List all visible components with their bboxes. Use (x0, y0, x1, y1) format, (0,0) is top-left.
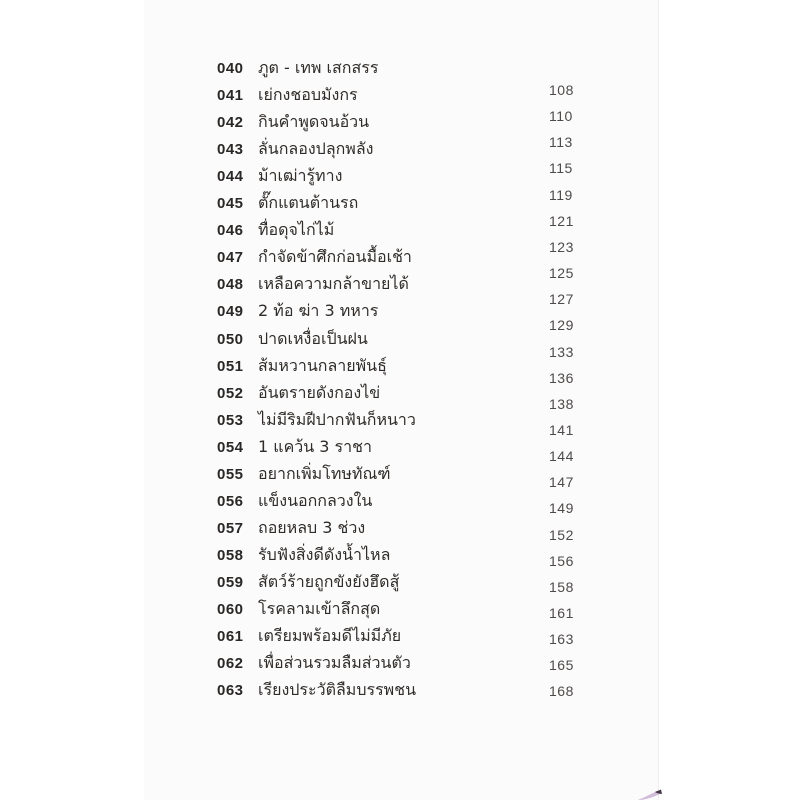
entry-page-number: 125 (549, 265, 574, 282)
entry-page-number: 127 (549, 291, 574, 308)
entry-number: 045 (217, 195, 244, 213)
entry-page-number: 133 (549, 343, 574, 360)
entry-page-number: 138 (549, 395, 574, 412)
entry-title: เรียงประวัติลืมบรรพชน (258, 680, 417, 700)
entry-page-number: 121 (549, 212, 574, 229)
entry-number: 050 (217, 330, 244, 348)
entry-number: 046 (217, 222, 244, 240)
entry-number: 058 (217, 546, 244, 564)
entry-page-number: 156 (549, 552, 574, 569)
entry-page-number: 136 (549, 369, 574, 386)
entry-number: 053 (217, 411, 244, 429)
entry-page-number: 115 (549, 160, 573, 177)
entry-number: 044 (217, 168, 244, 186)
entry-title: ไม่มีริมฝีปากฟันก็หนาว (258, 409, 416, 429)
entry-number: 048 (217, 276, 244, 294)
entry-title: 2 ท้อ ฆ่า 3 ทหาร (258, 301, 379, 321)
entry-number: 054 (217, 438, 244, 456)
entry-number: 056 (217, 492, 244, 510)
entry-number: 040 (217, 60, 244, 77)
entry-number: 059 (217, 573, 244, 591)
entry-page-number: 158 (549, 578, 574, 595)
entry-title: ถอยหลบ 3 ช่วง (258, 517, 366, 537)
entry-page-number: 144 (549, 448, 574, 465)
entry-number: 062 (217, 655, 244, 673)
entry-title: ภูต - เทพ เสกสรร (258, 58, 379, 77)
entry-number: 049 (217, 303, 244, 321)
entry-page-number: 147 (549, 474, 574, 491)
entry-title: ปาดเหงื่อเป็นฝน (258, 328, 368, 348)
entry-title: เหลือความกล้าขายได้ (258, 274, 409, 294)
entry-page-number: 113 (549, 134, 573, 151)
entry-page-number: 108 (549, 82, 574, 98)
entry-number: 061 (217, 628, 244, 646)
entry-title: โรคลามเข้าลึกสุด (258, 599, 381, 618)
entry-title: ทื่อดุจไก่ไม้ (258, 220, 335, 240)
entry-title: กินคำพูดจนอ้วน (258, 112, 370, 132)
entry-title: อันตรายดังกองไข่ (258, 382, 381, 402)
entry-page-number: 119 (549, 186, 573, 203)
entry-number: 043 (217, 141, 244, 159)
entry-title: เตรียมพร้อมดีไม่มีภัย (258, 626, 402, 646)
entry-title: ลั่นกลองปลุกพลัง (258, 139, 374, 159)
entry-title: รับฟังสิ่งดีดังน้ำไหล (258, 544, 391, 564)
entry-page-number: 168 (549, 683, 574, 700)
entry-page-number: 165 (549, 657, 574, 674)
entry-page-number: 149 (549, 500, 574, 517)
entry-title: ม้าเฒ่ารู้ทาง (258, 166, 343, 186)
entry-number: 047 (217, 249, 244, 267)
entry-page-number: 163 (549, 631, 574, 648)
entry-page-number: 161 (549, 605, 574, 621)
entry-number: 041 (217, 87, 244, 105)
entry-page-number: 141 (549, 421, 574, 438)
entry-number: 060 (217, 601, 244, 618)
entry-page-number: 152 (549, 526, 574, 543)
entry-title: อยากเพิ่มโทษทัณฑ์ (258, 463, 391, 483)
entry-page-number: 123 (549, 238, 574, 255)
entry-title: แข็งนอกกลวงใน (258, 490, 373, 510)
entry-title: ตั๊กแตนต้านรถ (258, 193, 359, 213)
entry-title: สัตว์ร้ายถูกขังยังฮึดสู้ (258, 571, 400, 591)
entry-number: 051 (217, 357, 244, 375)
entry-number: 063 (217, 682, 244, 700)
entry-title: 1 แคว้น 3 ราชา (258, 436, 372, 456)
entry-title: เย่กงชอบมังกร (258, 85, 358, 105)
entry-number: 057 (217, 519, 244, 537)
entry-page-number: 129 (549, 317, 574, 334)
entry-number: 042 (217, 114, 244, 132)
entry-title: ส้มหวานกลายพันธุ์ (258, 355, 387, 375)
entry-title: กำจัดข้าศึกก่อนมื้อเช้า (258, 247, 412, 267)
entry-title: เพื่อส่วนรวมลืมส่วนตัว (258, 653, 411, 673)
entry-number: 052 (217, 384, 244, 402)
entry-number: 055 (217, 465, 244, 483)
entry-page-number: 110 (549, 108, 573, 125)
